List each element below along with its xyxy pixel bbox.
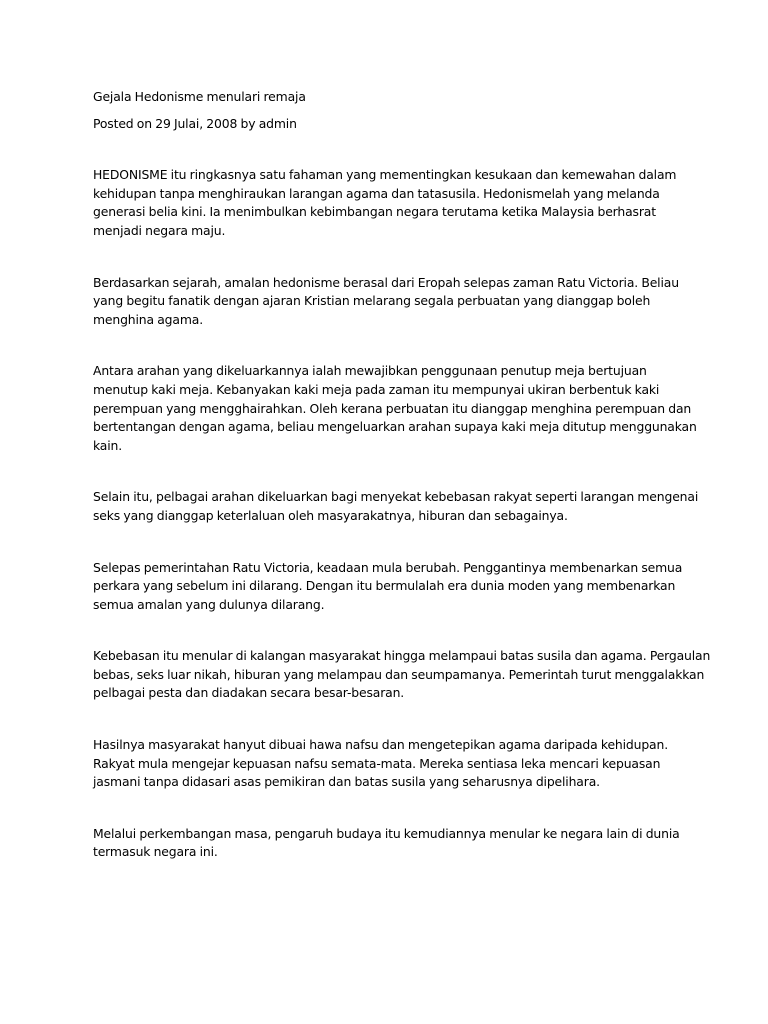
paragraph-line: Selepas pemerintahan Ratu Victoria, keadaan mula berubah. Penggantinya membenarkan semua xyxy=(93,559,683,575)
paragraph-5 xyxy=(93,559,683,615)
paragraph-line: Melalui perkembangan masa, pengaruh budaya itu kemudiannya menular ke negara lain di dunia xyxy=(93,825,680,841)
paragraph-line: Berdasarkan sejarah, amalan hedonisme berasal dari Eropah selepas zaman Ratu Victoria. Beliau xyxy=(93,274,679,290)
paragraph-3 xyxy=(93,362,697,455)
paragraph-1 xyxy=(93,166,683,240)
paragraph-line: Selain itu, pelbagai arahan dikeluarkan bagi menyekat kebebasan rakyat seperti larangan mengenai xyxy=(93,489,699,505)
paragraph-line: bertentangan dengan agama, beliau mengeluarkan arahan supaya kaki meja ditutup menggunakan xyxy=(93,419,697,435)
paragraph-line: termasuk negara ini. xyxy=(93,844,218,860)
paragraph-line: Kebebasan itu menular di kalangan masyarakat hingga melampaui batas susila dan agama. Pergaulan xyxy=(93,648,711,664)
paragraph-line: menutup kaki meja. Kebanyakan kaki meja pada zaman itu mempunyai ukiran berbentuk kaki xyxy=(93,381,660,397)
paragraph-line: Antara arahan yang dikeluarkannya ialah mewajibkan penggunaan penutup meja bertujuan xyxy=(93,363,647,379)
paragraph-line: semua amalan yang dulunya dilarang. xyxy=(93,596,325,612)
paragraph-line: yang begitu fanatik dengan ajaran Kristian melarang segala perbuatan yang dianggap boleh xyxy=(93,293,651,309)
paragraph-line: pelbagai pesta dan diadakan secara besar-besaran. xyxy=(93,685,405,701)
paragraph-line: menghina agama. xyxy=(93,311,203,327)
paragraph-line: HEDONISME itu ringkasnya satu fahaman yang mementingkan kesukaan dan kemewahan dalam xyxy=(93,167,677,183)
article-title: Gejala Hedonisme menulari remaja xyxy=(93,89,306,104)
paragraph-line: perkara yang sebelum ini dilarang. Dengan itu bermulalah era dunia moden yang membenarkan xyxy=(93,578,676,594)
paragraph-line: Rakyat mula mengejar kepuasan nafsu semata-mata. Mereka sentiasa leka mencari kepuasan xyxy=(93,755,661,771)
paragraph-line: perempuan yang mengghairahkan. Oleh kerana perbuatan itu dianggap menghina perempuan dan xyxy=(93,400,692,416)
paragraph-line: generasi belia kini. Ia menimbulkan kebimbangan negara terutama ketika Malaysia berhasrat xyxy=(93,204,656,220)
paragraph-7 xyxy=(93,736,683,792)
paragraph-line: kain. xyxy=(93,437,123,453)
paragraph-line: kehidupan tanpa menghiraukan larangan agama dan tatasusila. Hedonismelah yang melanda xyxy=(93,185,660,201)
paragraph-line: jasmani tanpa didasari asas pemikiran dan batas susila yang seharusnya dipelihara. xyxy=(93,774,600,790)
paragraph-line: bebas, seks luar nikah, hiburan yang melampau dan seumpamanya. Pemerintah turut menggalakkan xyxy=(93,666,705,682)
paragraph-8 xyxy=(93,825,683,862)
paragraph-line: menjadi negara maju. xyxy=(93,222,226,238)
paragraph-line: seks yang dianggap keterlaluan oleh masyarakatnya, hiburan dan sebagainya. xyxy=(93,507,568,523)
paragraph-4 xyxy=(93,488,699,525)
paragraph-line: Hasilnya masyarakat hanyut dibuai hawa nafsu dan mengetepikan agama daripada kehidupan. xyxy=(93,737,668,753)
paragraph-2 xyxy=(93,274,683,330)
document-page xyxy=(93,88,711,895)
paragraph-6 xyxy=(93,647,711,703)
post-meta: Posted on 29 Julai, 2008 by admin xyxy=(93,115,297,131)
